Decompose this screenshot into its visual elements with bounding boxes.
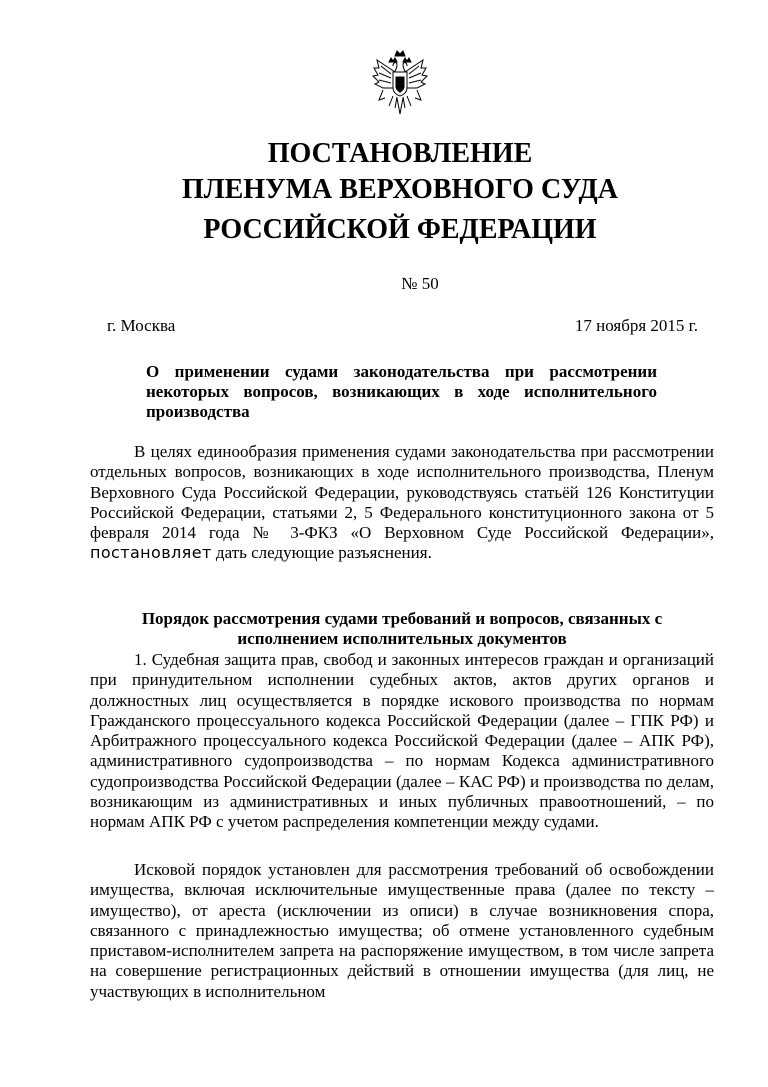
document-title-line-1: ПОСТАНОВЛЕНИЕ: [267, 138, 533, 169]
preamble-paragraph: [90, 442, 714, 564]
resolution-number: № 50: [401, 274, 439, 293]
city: г. Москва: [107, 316, 176, 335]
preamble-text-before: В целях единообразия применения судами законодательства при рассмотрении отдельных вопросов, возникающих в ходе исполнительного производства, Пленум Верховного Суда Российской Федерации, руководствуясь статьёй 126 Конституции Российской Федерации, статьями 2, 5 Федерального конституционного закона от 5 февраля 2014 года № 3-ФКЗ «О Верховном Суде Российской Федерации»,: [90, 442, 714, 543]
document-title-line-3: РОССИЙСКОЙ ФЕДЕРАЦИИ: [203, 214, 597, 245]
russian-coat-of-arms-icon: [369, 48, 431, 118]
document-title-line-2: ПЛЕНУМА ВЕРХОВНОГО СУДА: [181, 174, 619, 205]
section-heading: Порядок рассмотрения судами требований и вопросов, связанных с исполнением исполнительных документов: [141, 609, 663, 648]
resolution-subject: О применении судами законодательства при рассмотрении некоторых вопросов, возникающих в ходе исполнительного производства: [146, 362, 657, 421]
preamble-emphasis: постановляет: [90, 543, 212, 563]
resolution-date: 17 ноября 2015 г.: [574, 316, 698, 335]
preamble-text-after: дать следующие разъяснения.: [211, 543, 432, 563]
paragraph-2: Исковой порядок установлен для рассмотрения требований об освобождении имущества, включая исключительные имущественные права (далее по тексту – имущество), от ареста (исключении из описи) в случае возникновения спора, связанного с принадлежностью имущества; об отмене установленного судебным приставом-исполнителем запрета на распоряжение имуществом, в том числе запрета на совершение регистрационных действий в отношении имущества (для лиц, не участвующих в исполнительном: [90, 860, 714, 1001]
paragraph-1: 1. Судебная защита прав, свобод и законных интересов граждан и организаций при принудительном исполнении судебных актов, актов других органов и должностных лиц осуществляется в порядке искового производства по нормам Гражданского процессуального кодекса Российской Федерации (далее – ГПК РФ) и Арбитражного процессуального кодекса Российской Федерации (далее – АПК РФ), административного судопроизводства – по нормам Кодекса административного судопроизводства Российской Федерации (далее – КАС РФ) и производства по делам, возникающим из административных и иных публичных правоотношений, – по нормам АПК РФ с учетом распределения компетенции между судами.: [90, 650, 714, 832]
